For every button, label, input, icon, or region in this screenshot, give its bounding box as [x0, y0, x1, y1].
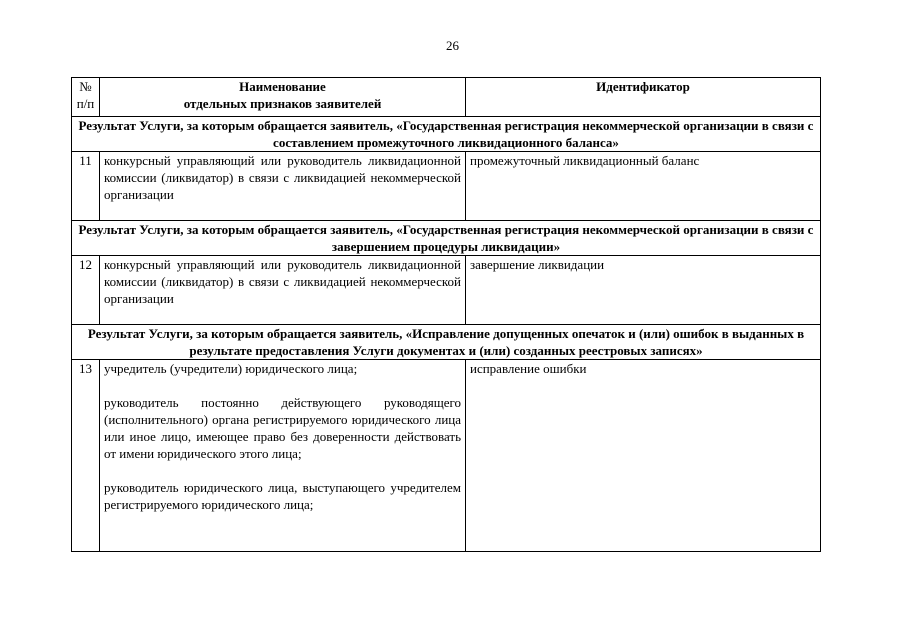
row-number: 12	[72, 256, 100, 325]
description-paragraph: конкурсный управляющий или руководитель ликвидационной комиссии (ликвидатор) в связи с ликвидацией некоммерческой организации	[104, 153, 461, 202]
section-title: Результат Услуги, за которым обращается заявитель, «Исправление допущенных опечаток и (или) ошибок в выданных в результате предоставления Услуги документах и (или) созданных реестровых записях»	[72, 325, 821, 360]
header-name-line2: отдельных признаков заявителей	[183, 96, 382, 111]
row-number: 11	[72, 152, 100, 221]
table-row	[72, 256, 821, 325]
row-number: 13	[72, 360, 100, 552]
row-identifier: исправление ошибки	[466, 360, 821, 552]
section-title: Результат Услуги, за которым обращается заявитель, «Государственная регистрация некоммерческой организации в связи с завершением процедуры ликвидации»	[72, 221, 821, 256]
header-number: № п/п	[72, 78, 100, 117]
section-row	[72, 221, 821, 256]
description-paragraph: учредитель (учредители) юридического лица;	[104, 361, 358, 376]
header-name	[100, 78, 466, 117]
section-row	[72, 325, 821, 360]
header-identifier: Идентификатор	[466, 78, 821, 117]
description-paragraph: руководитель юридического лица, выступающего учредителем регистрируемого юридического лица;	[104, 480, 461, 512]
table-row	[72, 360, 821, 552]
table-row	[72, 152, 821, 221]
table-header-row	[72, 78, 821, 117]
description-paragraph: руководитель постоянно действующего руководящего (исполнительного) органа регистрируемого юридического лица или иное лицо, имеющее право без доверенности действовать от имени юридического этого лица;	[104, 395, 461, 461]
description-paragraph: конкурсный управляющий или руководитель ликвидационной комиссии (ликвидатор) в связи с ликвидацией некоммерческой организации	[104, 257, 461, 306]
page-number: 26	[446, 38, 459, 53]
row-identifier: промежуточный ликвидационный баланс	[466, 152, 821, 221]
section-title: Результат Услуги, за которым обращается заявитель, «Государственная регистрация некоммерческой организации в связи с составлением промежуточного ликвидационного баланса»	[72, 117, 821, 152]
row-identifier: завершение ликвидации	[466, 256, 821, 325]
row-description	[100, 152, 466, 221]
header-name-line1: Наименование	[239, 79, 326, 94]
row-description	[100, 256, 466, 325]
applicant-attributes-table	[71, 77, 821, 552]
section-row	[72, 117, 821, 152]
row-description	[100, 360, 466, 552]
